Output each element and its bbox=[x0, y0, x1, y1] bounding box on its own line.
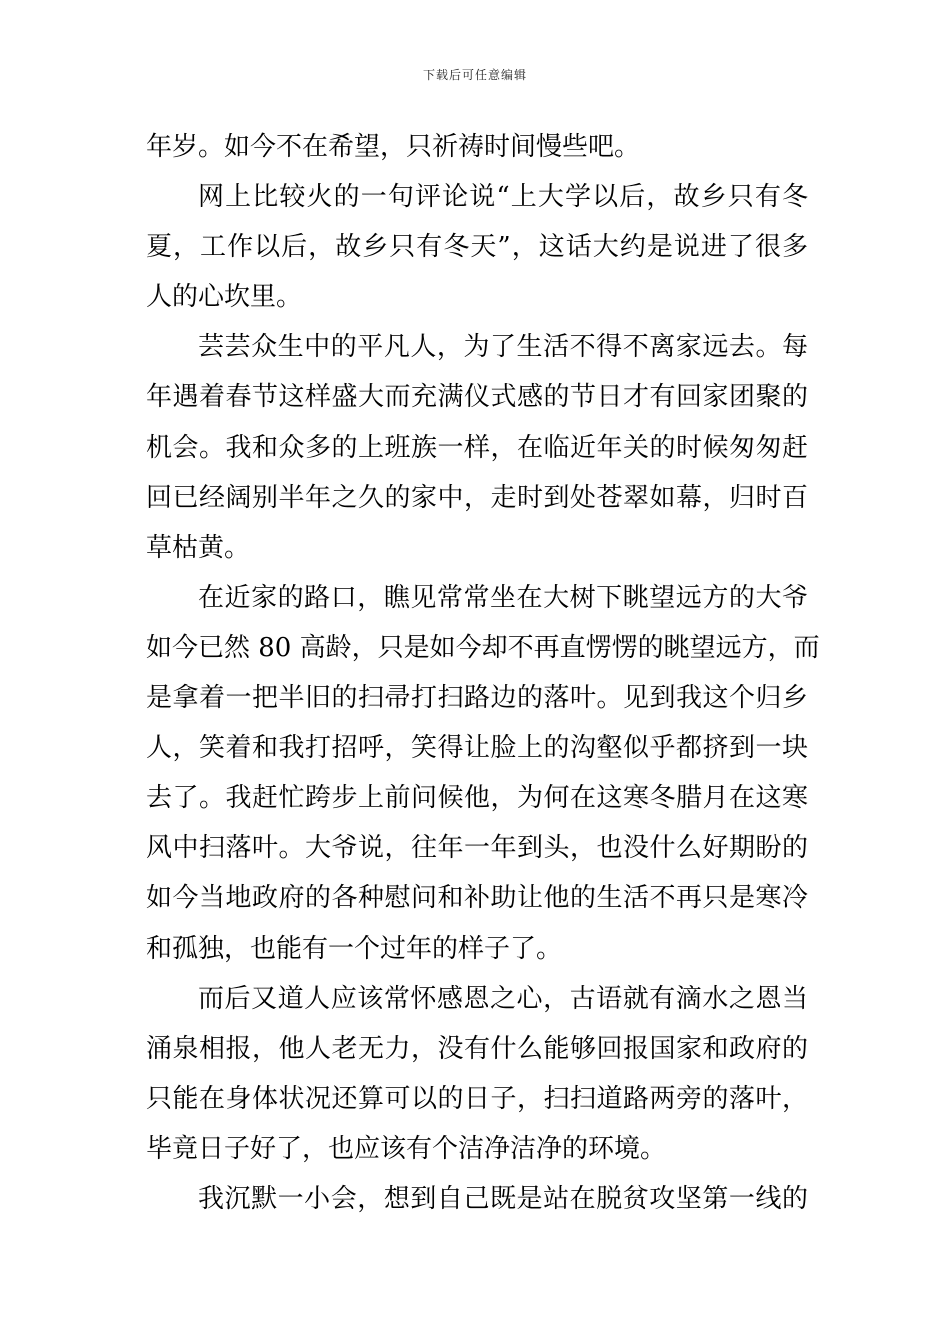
text-line: 去了。我赶忙跨步上前问候他，为何在这寒冬腊月在这寒 bbox=[146, 783, 808, 814]
text-line: 夏，工作以后，故乡只有冬天”，这话大约是说进了很多 bbox=[146, 232, 808, 263]
text-line: 人，笑着和我打招呼，笑得让脸上的沟壑似乎都挤到一块 bbox=[146, 733, 808, 764]
text-line: 如今当地政府的各种慰问和补助让他的生活不再只是寒冷 bbox=[146, 883, 808, 914]
text-line: 草枯黄。 bbox=[146, 532, 251, 563]
text-line: 在近家的路口，瞧见常常坐在大树下眺望远方的大爷 bbox=[198, 582, 808, 613]
text-line: 回已经阔别半年之久的家中，走时到处苍翠如幕，归时百 bbox=[146, 482, 808, 513]
text-line: 机会。我和众多的上班族一样，在临近年关的时候匆匆赶 bbox=[146, 432, 808, 463]
text-line: 是拿着一把半旧的扫帚打扫路边的落叶。见到我这个归乡 bbox=[146, 683, 808, 714]
text-line: 我沉默一小会，想到自己既是站在脱贫攻坚第一线的 bbox=[198, 1183, 808, 1214]
page-header: 下载后可任意编辑 bbox=[422, 68, 527, 82]
text-line: 如今已然 80 高龄，只是如今却不再直愣愣的眺望远方，而 bbox=[146, 632, 820, 663]
text-line: 人的心坎里。 bbox=[146, 282, 303, 313]
text-line: 涌泉相报，他人老无力，没有什么能够回报国家和政府的 bbox=[146, 1033, 808, 1064]
text-line: 网上比较火的一句评论说“上大学以后，故乡只有冬 bbox=[198, 182, 808, 213]
text-line: 毕竟日子好了，也应该有个洁净洁净的环境。 bbox=[146, 1133, 667, 1164]
text-line: 而后又道人应该常怀感恩之心，古语就有滴水之恩当 bbox=[198, 983, 808, 1014]
text-line: 只能在身体状况还算可以的日子，扫扫道路两旁的落叶， bbox=[146, 1083, 808, 1114]
text-line: 年岁。如今不在希望，只祈祷时间慢些吧。 bbox=[146, 132, 641, 162]
document-body bbox=[146, 122, 820, 1224]
text-line: 和孤独，也能有一个过年的样子了。 bbox=[146, 933, 563, 964]
text-line: 年遇着春节这样盛大而充满仪式感的节日才有回家团聚的 bbox=[146, 382, 808, 413]
text-line: 风中扫落叶。大爷说，往年一年到头，也没什么好期盼的 bbox=[146, 833, 808, 864]
text-line: 芸芸众生中的平凡人，为了生活不得不离家远去。每 bbox=[198, 332, 808, 363]
